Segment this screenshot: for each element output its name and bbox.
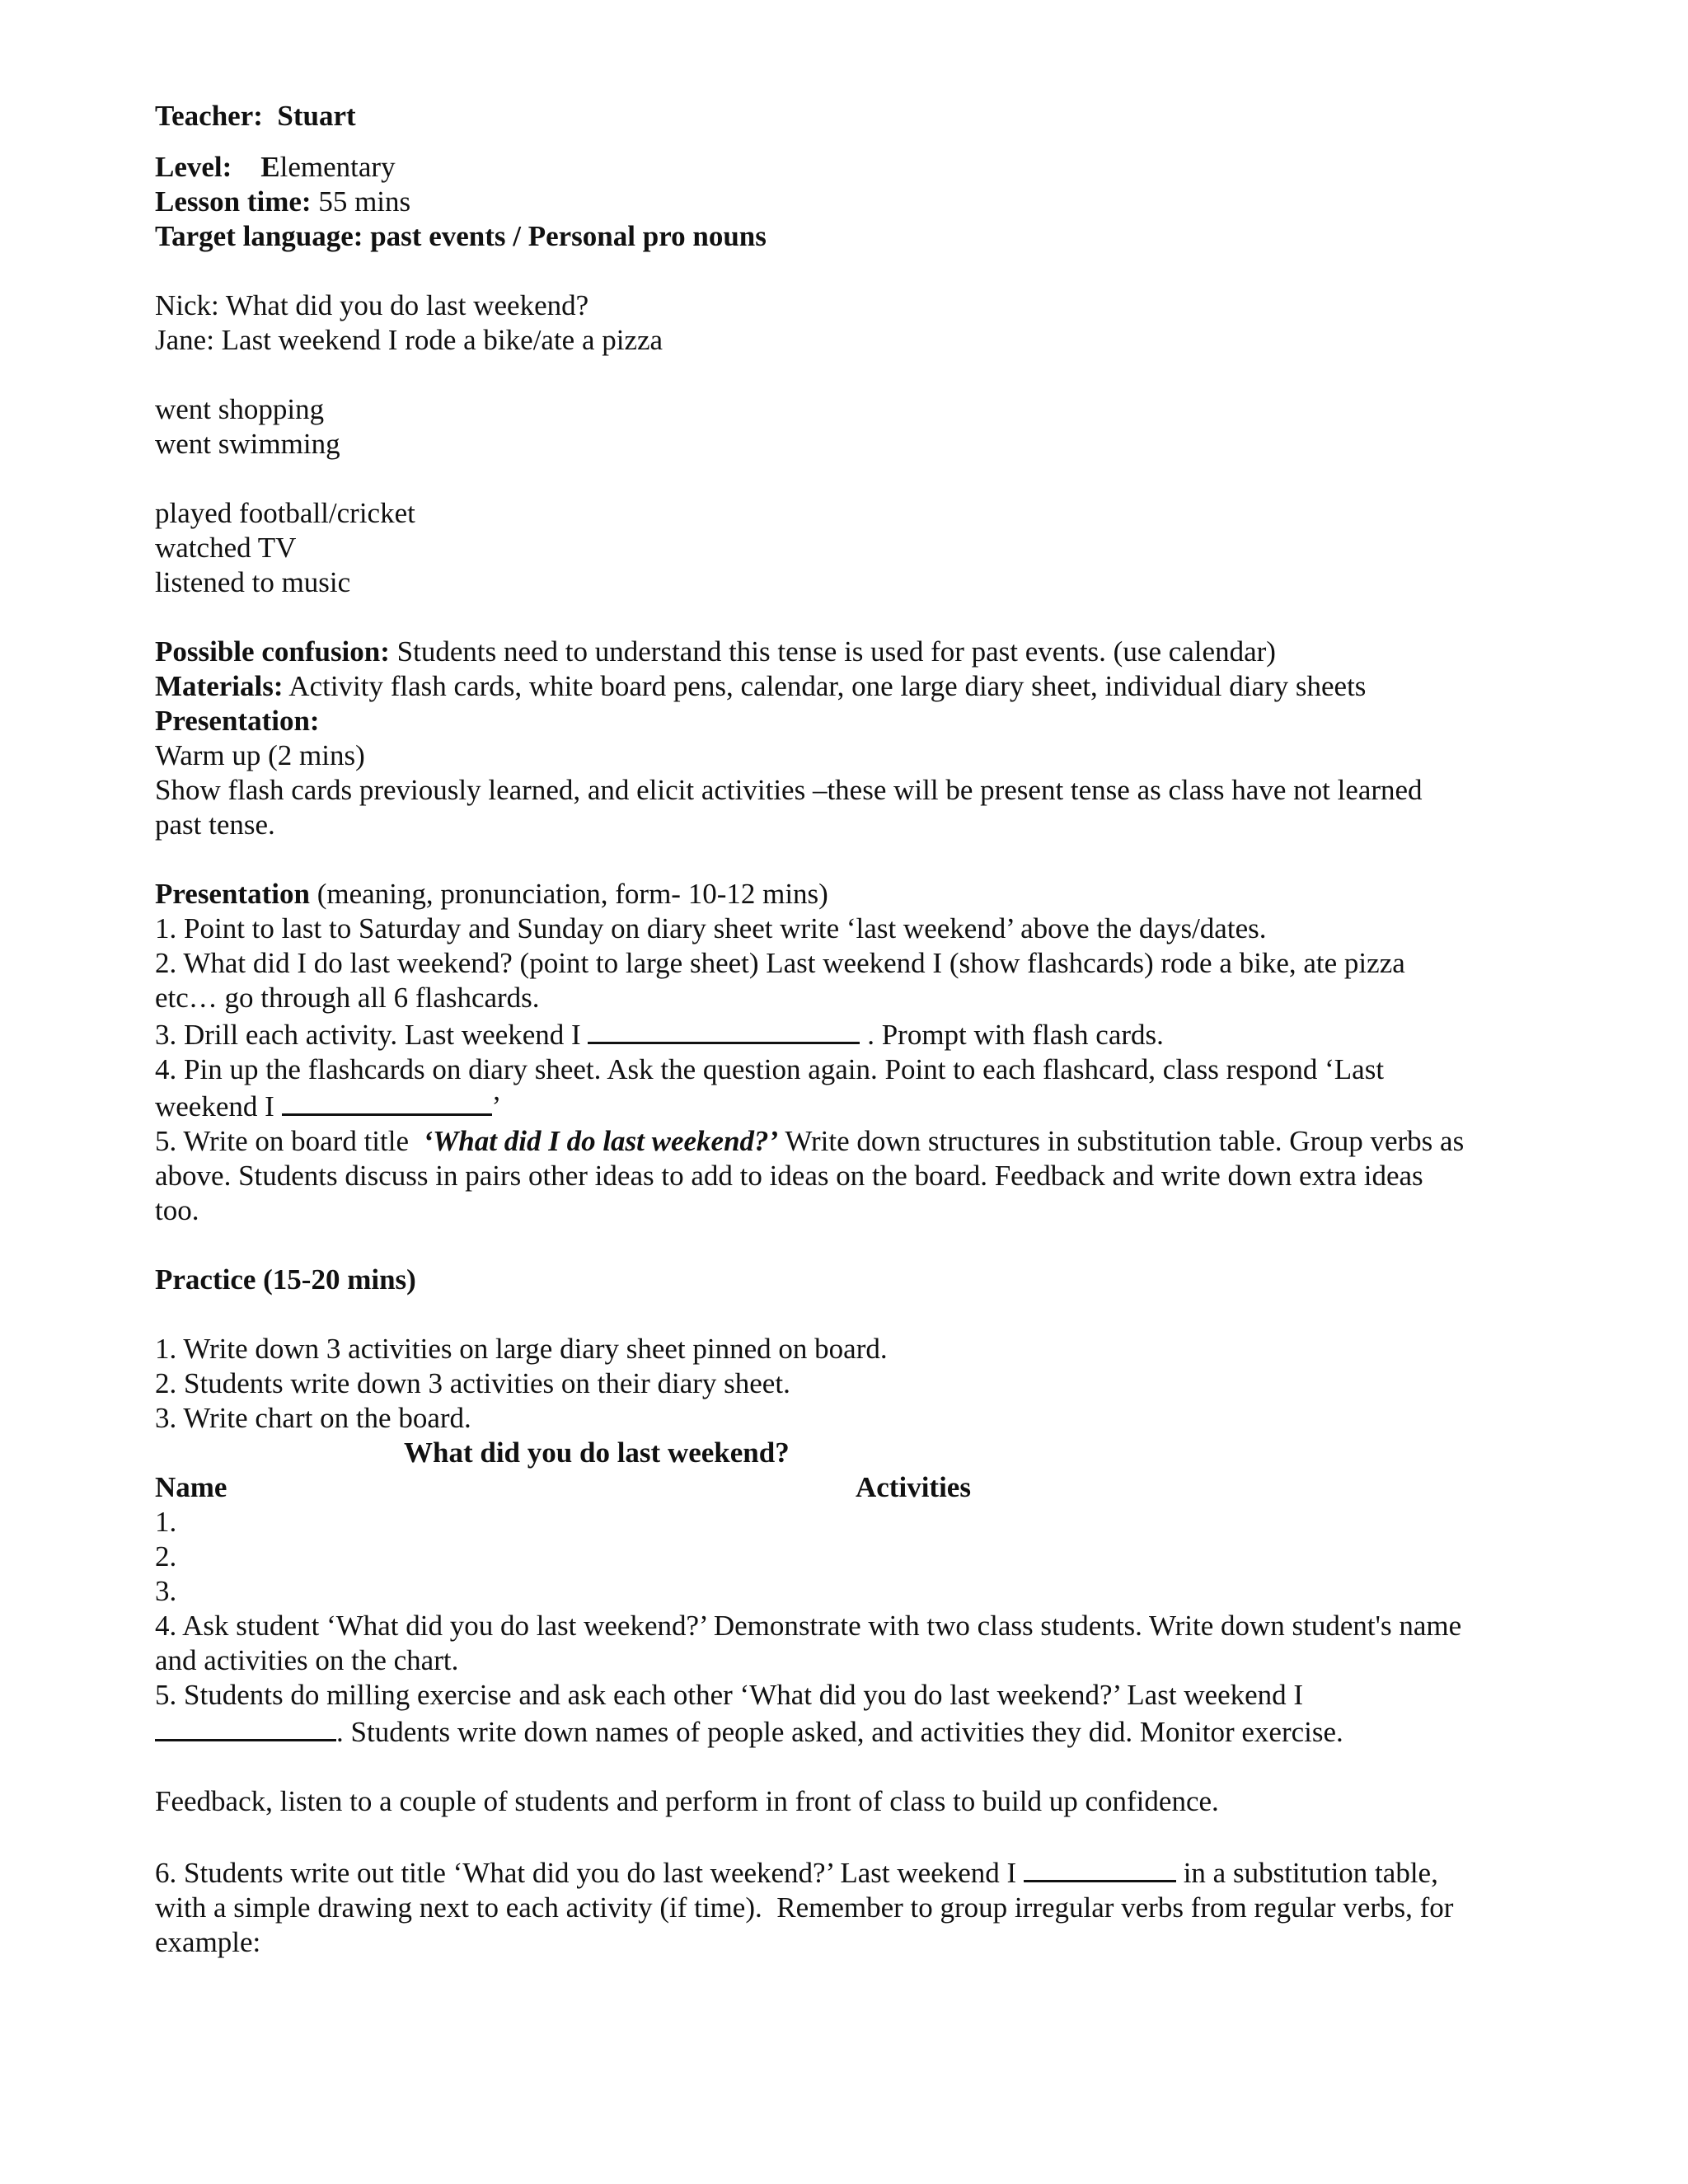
presentation-step bbox=[155, 1015, 1556, 1052]
activity-item: played football/cricket bbox=[155, 497, 415, 529]
possible-confusion-label: Possible confusion: bbox=[155, 635, 390, 668]
lesson-time-line bbox=[155, 185, 1556, 219]
chart-col-name: Name bbox=[155, 1471, 227, 1503]
chart-title: What did you do last weekend? bbox=[404, 1436, 790, 1469]
step6-text-after: in a substitution table, bbox=[1175, 1857, 1438, 1889]
presentation-heading-bold: Presentation bbox=[155, 878, 310, 910]
materials bbox=[155, 669, 1556, 704]
dialogue-line: Jane: Last weekend I rode a bike/ate a pizza bbox=[155, 324, 663, 356]
level-label: Level: bbox=[155, 151, 232, 183]
warm-up-text: Show flash cards previously learned, and elicit activities –these will be present tense as class have not learned bbox=[155, 774, 1423, 806]
materials-text: Activity flash cards, white board pens, calendar, one large diary sheet, individual diary sheets bbox=[283, 670, 1367, 702]
step4-text: weekend I bbox=[155, 1090, 282, 1122]
materials-label: Materials: bbox=[155, 670, 284, 702]
step6-text: 6. Students write out title ‘What did you do last weekend?’ Last weekend I bbox=[155, 1857, 1024, 1889]
chart-row: 1. bbox=[155, 1506, 177, 1538]
possible-confusion-text: Students need to understand this tense is used for past events. (use calendar) bbox=[389, 635, 1276, 668]
dialogue-line: Nick: What did you do last weekend? bbox=[155, 289, 589, 321]
practice-step: example: bbox=[155, 1926, 261, 1958]
chart-header bbox=[155, 1470, 1556, 1505]
fill-in-blank bbox=[588, 1015, 860, 1044]
step5-board-title: ‘What did I do last weekend?’ bbox=[423, 1125, 779, 1157]
practice-step: with a simple drawing next to each activity (if time). Remember to group irregular verbs from regular verbs, for bbox=[155, 1891, 1454, 1924]
presentation-step bbox=[155, 1124, 1556, 1159]
step3-text: 3. Drill each activity. Last weekend I bbox=[155, 1019, 588, 1051]
teacher-label: Teacher: bbox=[155, 100, 263, 132]
step5-text-after: Write down structures in substitution table. Group verbs as bbox=[778, 1125, 1465, 1157]
level-initial: E bbox=[260, 151, 280, 183]
activity-item: went swimming bbox=[155, 428, 340, 460]
step5-text: 5. Write on board title bbox=[155, 1125, 424, 1157]
level-value: lementary bbox=[279, 151, 396, 183]
step4-text-after: ’ bbox=[491, 1090, 502, 1122]
presentation-step: above. Students discuss in pairs other ideas to add to ideas on the board. Feedback and write down extra ideas bbox=[155, 1160, 1423, 1192]
chart-col-activities: Activities bbox=[856, 1471, 971, 1503]
activity-item: went shopping bbox=[155, 393, 325, 425]
presentation-label: Presentation: bbox=[155, 705, 320, 737]
step5-text-after: . Students write down names of people asked, and activities they did. Monitor exercise. bbox=[336, 1716, 1343, 1748]
activity-item: listened to music bbox=[155, 566, 351, 598]
activity-item: watched TV bbox=[155, 532, 297, 564]
fill-in-blank bbox=[155, 1713, 336, 1741]
presentation-step: 4. Pin up the flashcards on diary sheet. Ask the question again. Point to each flashcard, class respond ‘Last bbox=[155, 1053, 1385, 1085]
level-line bbox=[155, 150, 1556, 185]
practice-step bbox=[155, 1713, 1556, 1750]
lesson-time-label: Lesson time: bbox=[155, 185, 312, 218]
warm-up-title: Warm up (2 mins) bbox=[155, 739, 365, 771]
presentation-step: etc… go through all 6 flashcards. bbox=[155, 982, 540, 1014]
practice-step: 4. Ask student ‘What did you do last weekend?’ Demonstrate with two class students. Write down student's name bbox=[155, 1610, 1462, 1642]
presentation-heading bbox=[155, 877, 1556, 912]
teacher-name: Stuart bbox=[277, 100, 356, 132]
presentation-heading-rest: (meaning, pronunciation, form- 10-12 mins) bbox=[309, 878, 828, 910]
presentation-step: 1. Point to last to Saturday and Sunday on diary sheet write ‘last weekend’ above the days/dates. bbox=[155, 912, 1267, 944]
practice-step bbox=[155, 1854, 1556, 1891]
lesson-plan-document bbox=[155, 99, 1556, 1960]
possible-confusion bbox=[155, 635, 1556, 669]
teacher-line bbox=[155, 99, 1556, 134]
step3-text-after: . Prompt with flash cards. bbox=[860, 1019, 1164, 1051]
chart-row: 2. bbox=[155, 1540, 177, 1572]
presentation-step: 2. What did I do last weekend? (point to large sheet) Last weekend I (show flashcards) rode a bike, ate pizza bbox=[155, 947, 1405, 979]
feedback-text: Feedback, listen to a couple of students and perform in front of class to build up confidence. bbox=[155, 1785, 1219, 1817]
practice-heading: Practice (15-20 mins) bbox=[155, 1263, 416, 1296]
practice-step: 1. Write down 3 activities on large diary sheet pinned on board. bbox=[155, 1333, 888, 1365]
fill-in-blank bbox=[1024, 1854, 1176, 1882]
warm-up-text: past tense. bbox=[155, 808, 275, 841]
chart-row: 3. bbox=[155, 1575, 177, 1607]
target-language: Target language: past events / Personal pro nouns bbox=[155, 220, 767, 252]
practice-step: 5. Students do milling exercise and ask each other ‘What did you do last weekend?’ Last weekend I bbox=[155, 1679, 1304, 1711]
practice-step: and activities on the chart. bbox=[155, 1644, 459, 1676]
lesson-time-value: 55 mins bbox=[318, 185, 411, 218]
presentation-step: too. bbox=[155, 1194, 199, 1226]
fill-in-blank bbox=[282, 1087, 492, 1116]
practice-step: 2. Students write down 3 activities on their diary sheet. bbox=[155, 1367, 790, 1399]
practice-step: 3. Write chart on the board. bbox=[155, 1402, 471, 1434]
presentation-step bbox=[155, 1087, 1556, 1124]
